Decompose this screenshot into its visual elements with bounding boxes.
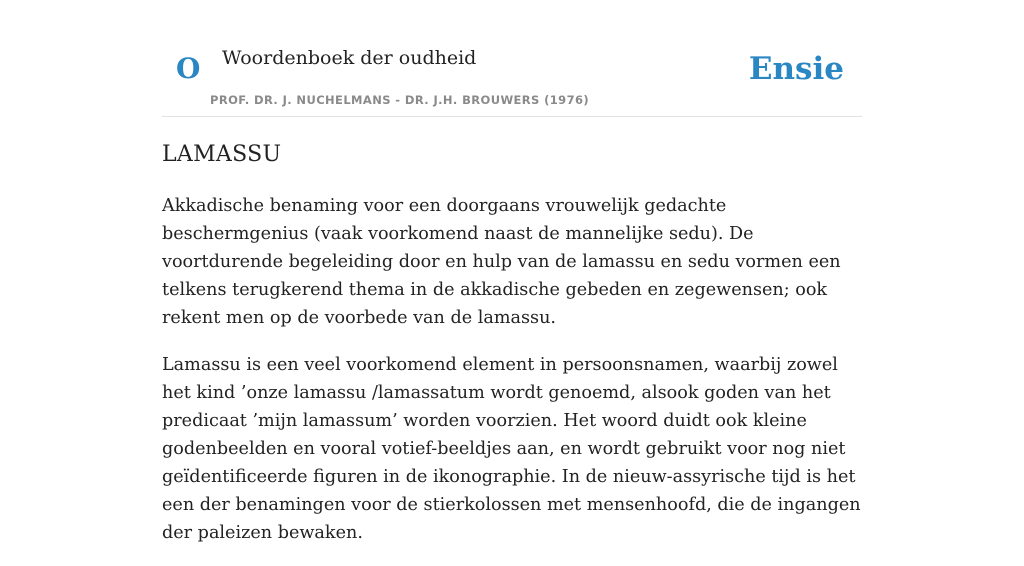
dictionary-logo[interactable]: O [176,52,201,85]
dictionary-title[interactable]: Woordenboek der oudheid [222,47,477,69]
dictionary-header [162,38,862,117]
dictionary-authors: PROF. DR. J. NUCHELMANS - DR. J.H. BROUWERS (1976) [210,93,590,107]
entry-title: LAMASSU [162,142,282,167]
ensie-brand-logo[interactable]: Ensie [748,51,844,87]
entry-paragraph: Lamassu is een veel voorkomend element in persoonsnamen, waarbij zowel het kind ’onze lamassu /lamassatum wordt genoemd, alsook goden van het predicaat ’mijn lamassum’ worden voorzien. Het woord duidt ook kleine godenbeelden en vooral votief-beeldjes aan, en wordt gebruikt voor nog niet geïdentificeerde figuren in de ikonographie. In de nieuw-assyrische tijd is het een der benamingen voor de stierkolossen met mensenhoofd, die de ingangen der paleizen bewaken. [162,355,861,543]
entry-body [162,192,862,566]
entry-paragraph: Akkadische benaming voor een doorgaans vrouwelijk gedachte beschermgenius (vaak voorkomend naast de mannelijke sedu). De voortdurende begeleiding door en hulp van de lamassu en sedu vormen een telkens terugkerend thema in de akkadische gebeden en zegewensen; ook rekent men op de voorbede van de lamassu. [162,196,841,328]
